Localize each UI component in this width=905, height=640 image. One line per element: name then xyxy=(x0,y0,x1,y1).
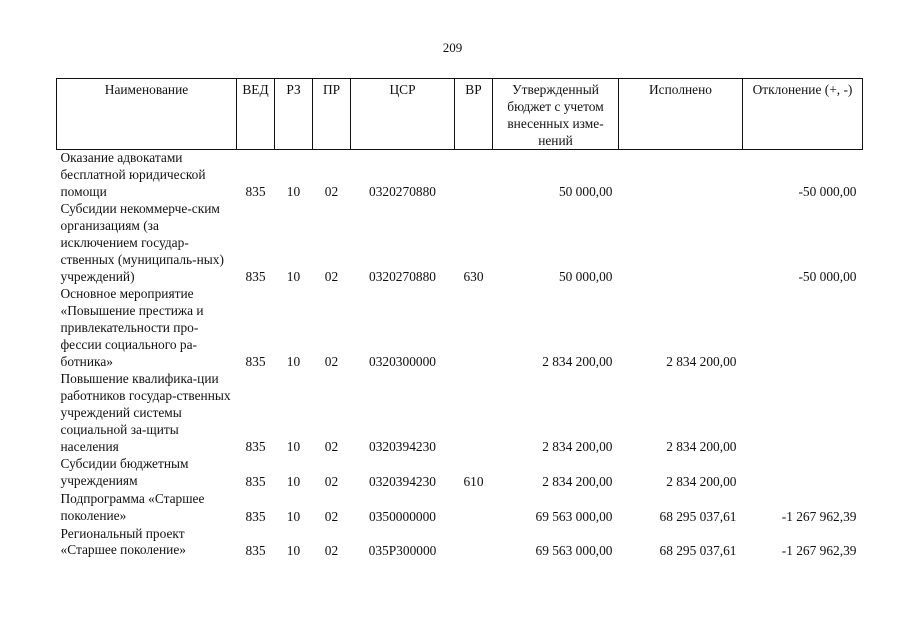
row-rz: 10 xyxy=(286,184,301,200)
row-executed xyxy=(619,150,743,202)
header-pr: ПР xyxy=(313,79,351,150)
table-row xyxy=(57,286,863,371)
row-csr: 0320394230 xyxy=(369,473,436,489)
table-row xyxy=(57,371,863,456)
row-vr xyxy=(455,491,493,526)
row-approved: 69 563 000,00 xyxy=(535,543,613,559)
row-approved: 2 834 200,00 xyxy=(542,439,613,455)
header-name: Наименование xyxy=(57,79,237,150)
header-executed: Исполнено xyxy=(619,79,743,150)
row-csr: 0320270880 xyxy=(369,269,436,285)
row-deviation xyxy=(743,286,863,371)
row-approved: 2 834 200,00 xyxy=(542,354,613,370)
row-rz: 10 xyxy=(286,269,301,285)
table-row xyxy=(57,201,863,286)
row-vr xyxy=(455,150,493,202)
row-executed: 68 295 037,61 xyxy=(659,508,737,524)
row-pr: 02 xyxy=(324,354,339,370)
header-ved: ВЕД xyxy=(237,79,275,150)
row-executed: 2 834 200,00 xyxy=(666,473,737,489)
row-approved: 69 563 000,00 xyxy=(535,508,613,524)
row-deviation: -50 000,00 xyxy=(798,184,857,200)
row-name: Повышение квалифика-ции работников государ-ственных учреждений системы социальной за-щиты населения xyxy=(60,371,231,454)
row-csr: 0320270880 xyxy=(369,184,436,200)
row-name: Региональный проект «Старшее поколение» xyxy=(60,525,186,558)
row-rz: 10 xyxy=(286,543,301,559)
table-header-row xyxy=(57,79,863,150)
row-approved: 2 834 200,00 xyxy=(542,473,613,489)
row-deviation xyxy=(743,456,863,491)
header-deviation: Отклонение (+, -) xyxy=(743,79,863,150)
row-executed: 2 834 200,00 xyxy=(666,439,737,455)
row-pr: 02 xyxy=(324,269,339,285)
row-ved: 835 xyxy=(245,269,266,285)
row-vr xyxy=(455,526,493,561)
row-name: Оказание адвокатами бесплатной юридической помощи xyxy=(60,150,206,199)
row-rz: 10 xyxy=(286,354,301,370)
row-ved: 835 xyxy=(245,184,266,200)
row-approved: 50 000,00 xyxy=(558,269,613,285)
row-csr: 0320394230 xyxy=(369,439,436,455)
page-number: 209 xyxy=(442,40,463,55)
row-rz: 10 xyxy=(286,508,301,524)
row-executed: 2 834 200,00 xyxy=(666,354,737,370)
header-approved: Утвержденный бюджет с учетом внесенных изме-нений xyxy=(493,79,619,150)
header-csr: ЦСР xyxy=(351,79,455,150)
row-csr: 035P300000 xyxy=(368,543,437,559)
row-ved: 835 xyxy=(245,439,266,455)
row-ved: 835 xyxy=(245,543,266,559)
row-name: Субсидии бюджетным учреждениям xyxy=(60,456,189,489)
row-executed xyxy=(619,201,743,286)
table-row xyxy=(57,150,863,202)
row-executed: 68 295 037,61 xyxy=(659,543,737,559)
row-pr: 02 xyxy=(324,473,339,489)
row-ved: 835 xyxy=(245,508,266,524)
table-body xyxy=(57,150,863,561)
row-name: Субсидии некоммерче-ским организациям (за исключением государ-ственных (муниципаль-ных) учреждений) xyxy=(60,201,224,284)
row-name: Основное мероприятие «Повышение престижа и привлекательности про-фессии социального ра-ботника» xyxy=(60,286,204,369)
row-vr xyxy=(455,286,493,371)
row-vr: 610 xyxy=(463,473,484,489)
table-row xyxy=(57,526,863,561)
row-ved: 835 xyxy=(245,473,266,489)
row-rz: 10 xyxy=(286,473,301,489)
row-vr: 630 xyxy=(463,269,484,285)
row-deviation: -1 267 962,39 xyxy=(781,543,857,559)
row-deviation xyxy=(743,371,863,456)
table-row xyxy=(57,491,863,526)
row-vr xyxy=(455,371,493,456)
row-pr: 02 xyxy=(324,508,339,524)
row-approved: 50 000,00 xyxy=(558,184,613,200)
row-ved: 835 xyxy=(245,354,266,370)
row-csr: 0350000000 xyxy=(369,508,436,524)
row-pr: 02 xyxy=(324,439,339,455)
row-pr: 02 xyxy=(324,184,339,200)
row-deviation: -1 267 962,39 xyxy=(781,508,857,524)
header-rz: РЗ xyxy=(275,79,313,150)
row-csr: 0320300000 xyxy=(369,354,436,370)
table-row xyxy=(57,456,863,491)
row-pr: 02 xyxy=(324,543,339,559)
row-name: Подпрограмма «Старшее поколение» xyxy=(60,490,205,523)
row-rz: 10 xyxy=(286,439,301,455)
header-vr: ВР xyxy=(455,79,493,150)
row-deviation: -50 000,00 xyxy=(798,269,857,285)
budget-table xyxy=(56,78,863,560)
